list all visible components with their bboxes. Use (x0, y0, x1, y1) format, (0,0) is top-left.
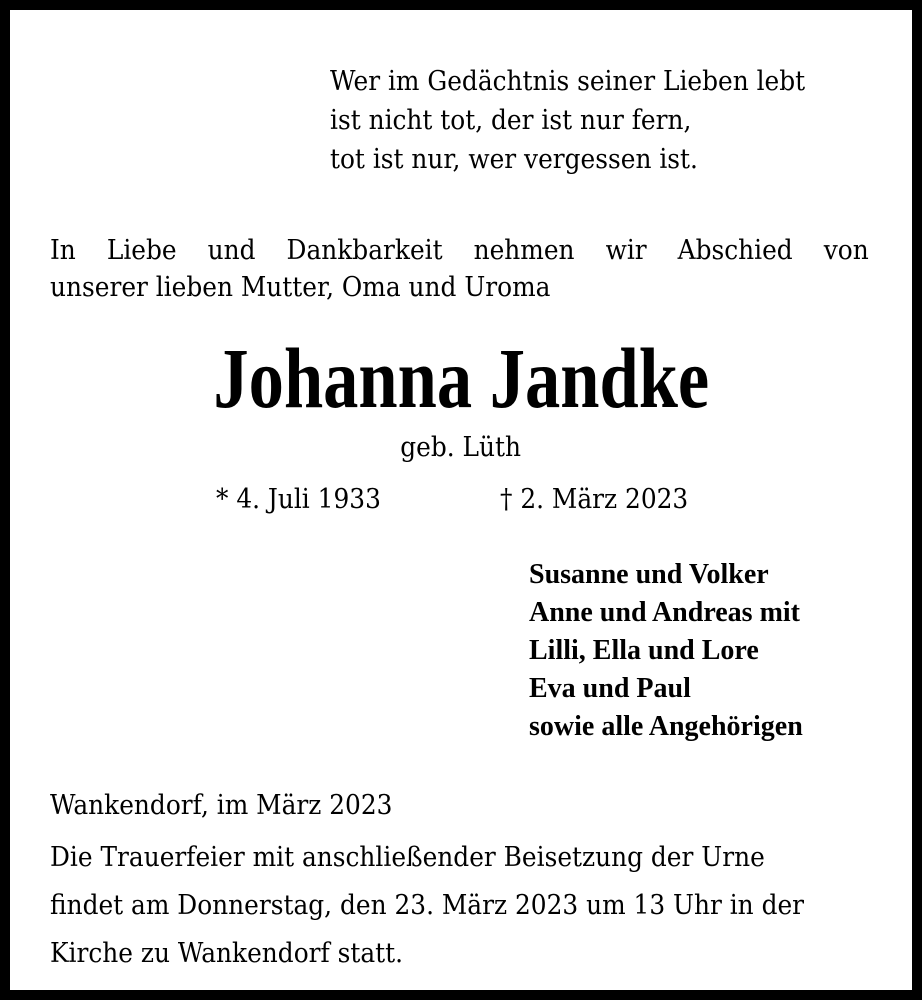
intro-word: Dankbarkeit (286, 235, 443, 266)
poem-line: tot ist nur, wer vergessen ist. (330, 144, 698, 175)
intro-text (50, 232, 869, 306)
intro-word: In (50, 235, 76, 266)
memorial-poem (330, 62, 805, 179)
intro-line-2: unserer lieben Mutter, Oma und Uroma (50, 272, 551, 303)
service-line: findet am Donnerstag, den 23. März 2023 um 13 Uhr in der (50, 890, 805, 921)
deceased-name-text: Johanna Jandke (213, 330, 709, 426)
mourner-line: Eva und Paul (529, 673, 691, 704)
mourner-line: Lilli, Ella und Lore (529, 635, 759, 666)
birth-date: * 4. Juli 1933 (216, 484, 381, 515)
mourner-line: sowie alle Angehörigen (529, 711, 803, 742)
birth-name (10, 428, 912, 468)
poem-line: ist nicht tot, der ist nur fern, (330, 105, 692, 136)
intro-word: wir (605, 235, 647, 266)
funeral-service-info (50, 834, 804, 978)
intro-word: Liebe (106, 235, 177, 266)
place-date: Wankendorf, im März 2023 (50, 790, 393, 821)
intro-word: und (207, 235, 256, 266)
obituary-notice (10, 10, 912, 990)
death-date: † 2. März 2023 (500, 484, 689, 515)
service-line: Die Trauerfeier mit anschließender Beisetzung der Urne (50, 842, 765, 873)
mourners-list (529, 556, 803, 746)
intro-word: Abschied (677, 235, 793, 266)
poem-line: Wer im Gedächtnis seiner Lieben lebt (330, 66, 806, 97)
intro-word: von (823, 235, 869, 266)
intro-line-1 (50, 232, 869, 269)
intro-word: nehmen (473, 235, 575, 266)
service-line: Kirche zu Wankendorf statt. (50, 938, 404, 969)
deceased-name (10, 328, 912, 428)
birth-name-text: geb. Lüth (400, 432, 522, 463)
mourner-line: Susanne und Volker (529, 559, 769, 590)
mourner-line: Anne und Andreas mit (529, 597, 801, 628)
